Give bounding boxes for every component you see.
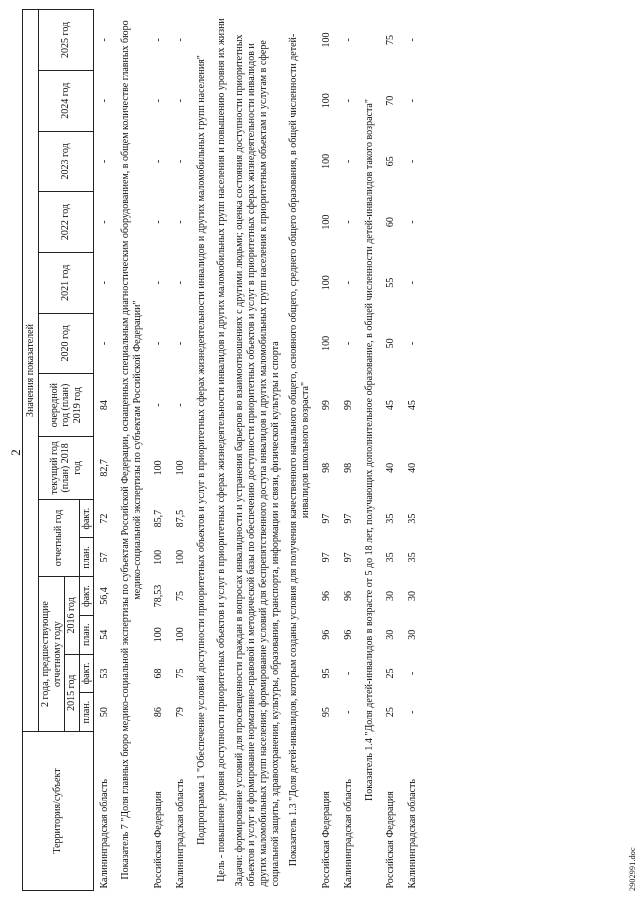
value-cell: -: [407, 671, 419, 676]
caption-row: [116, 10, 148, 891]
value-cell: 75: [385, 34, 397, 45]
year-2024-header: 2024 год: [39, 70, 94, 131]
value-cell: 35: [407, 552, 419, 563]
value-cell: -: [175, 220, 187, 224]
value-cell: 75: [175, 668, 187, 679]
value-cell: 95: [321, 707, 333, 718]
value-cell: 98: [321, 462, 333, 473]
territory-cell: Калининградская область: [343, 779, 355, 889]
prev-years-header: 2 года, предшествующие отчетному году: [39, 577, 65, 732]
value-cell: 35: [407, 513, 419, 524]
value-cell: 56,4: [99, 587, 111, 605]
value-cell: -: [99, 281, 111, 285]
value-cell: -: [175, 159, 187, 164]
value-cell: -: [343, 281, 355, 285]
plan-2016-header: план.: [79, 615, 94, 654]
value-cell: 100: [153, 549, 165, 565]
indicators-table: [22, 9, 424, 891]
territory-cell: Российская Федерация: [321, 791, 333, 889]
value-cell: -: [153, 99, 165, 103]
table-row: [94, 10, 117, 891]
value-cell: -: [175, 403, 187, 407]
value-cell: 65: [385, 156, 397, 167]
value-cell: -: [343, 671, 355, 676]
value-cell: 57: [99, 552, 111, 563]
year-2016-header: 2016 год: [65, 577, 80, 654]
year-2021-header: 2021 год: [39, 252, 94, 313]
year-2020-header: 2020 год: [39, 313, 94, 374]
value-cell: 54: [99, 629, 111, 640]
caption-row: [284, 10, 316, 891]
fact-2015-header: факт.: [79, 654, 94, 693]
value-cell: 84: [99, 400, 111, 411]
indicator-caption: Показатель 1.4 "Доля детей-инвалидов в возрасте от 5 до 18 лет, получающих дополнительное образование, в общей численности детей-инвалидов такого возраста": [364, 99, 375, 801]
value-cell: 25: [385, 707, 397, 718]
value-cell: 100: [153, 627, 165, 643]
value-cell: -: [343, 220, 355, 224]
value-cell: -: [175, 99, 187, 103]
value-cell: 30: [407, 629, 419, 640]
value-cell: -: [343, 159, 355, 164]
value-cell: -: [99, 99, 111, 103]
value-cell: 55: [385, 277, 397, 288]
tasks-row: [232, 10, 284, 891]
table-body: [94, 10, 425, 891]
value-cell: 70: [385, 95, 397, 106]
value-cell: -: [407, 159, 419, 164]
value-cell: 100: [321, 214, 333, 230]
value-cell: -: [343, 710, 355, 714]
plan-2017-header: план.: [79, 538, 94, 577]
value-cell: -: [407, 99, 419, 103]
value-cell: 35: [385, 513, 397, 524]
value-cell: 100: [321, 275, 333, 291]
value-cell: -: [407, 710, 419, 714]
value-cell: -: [175, 281, 187, 285]
value-cell: 98: [343, 462, 355, 473]
footer-filename: 2902991.doc: [628, 847, 637, 891]
value-cell: 99: [343, 400, 355, 411]
value-cell: 100: [153, 460, 165, 476]
value-cell: 50: [99, 707, 111, 718]
value-cell: 25: [385, 668, 397, 679]
territory-cell: Калининградская область: [175, 779, 187, 889]
value-cell: 85,7: [153, 509, 165, 528]
value-cell: -: [99, 159, 111, 164]
value-cell: 72: [99, 513, 111, 524]
plan-2015-header: план.: [79, 693, 94, 732]
value-cell: 45: [385, 400, 397, 411]
table-row: [338, 10, 360, 891]
value-cell: -: [407, 38, 419, 42]
value-cell: 97: [343, 552, 355, 563]
value-cell: -: [407, 220, 419, 224]
indicator-caption: Цель - повышение уровня доступности приоритетных объектов и услуг в приоритетных сферах жизнедеятельности инвалидов и других маломобильных групп населения и повышению уровня их жизни: [216, 18, 227, 882]
value-cell: 35: [385, 552, 397, 563]
value-cell: 30: [385, 629, 397, 640]
value-cell: -: [343, 341, 355, 346]
table-row: [170, 10, 192, 891]
value-cell: 96: [321, 629, 333, 640]
territory-cell: Российская Федерация: [153, 791, 165, 889]
value-cell: 87,5: [175, 509, 187, 528]
value-cell: -: [407, 281, 419, 285]
value-cell: -: [343, 38, 355, 42]
caption-row: [212, 10, 232, 891]
value-cell: -: [153, 38, 165, 42]
value-cell: 100: [175, 627, 187, 643]
value-cell: 78,53: [153, 584, 165, 608]
value-cell: 30: [407, 591, 419, 602]
fact-2017-header: факт.: [79, 499, 94, 538]
value-cell: 95: [321, 668, 333, 679]
value-cell: 97: [321, 552, 333, 563]
value-cell: 79: [175, 707, 187, 718]
territory-header: Территория/субъект: [23, 731, 94, 890]
indicator-caption: Показатель 7 "Доля главных бюро медико-социальной экспертизы по субъектам Российской Федерации, оснащенных специальным диагностическим оборудованием, в общем количестве главных бюро медико-социальной экспертизы по субъектам Российской Федерации": [120, 20, 143, 880]
value-cell: 97: [321, 513, 333, 524]
value-cell: 100: [175, 549, 187, 565]
value-cell: 97: [343, 513, 355, 524]
report-year-header: отчетный год: [39, 499, 80, 576]
value-cell: 99: [321, 400, 333, 411]
value-cell: -: [175, 341, 187, 346]
value-cell: -: [175, 38, 187, 42]
caption-row: [360, 10, 380, 891]
value-cell: -: [153, 281, 165, 285]
territory-cell: Калининградская область: [407, 779, 419, 889]
value-cell: 50: [385, 338, 397, 349]
current-year-header: текущий год (план) 2018 год: [39, 437, 94, 500]
value-cell: -: [99, 341, 111, 346]
table-row: [380, 10, 402, 891]
value-cell: -: [153, 403, 165, 407]
indicator-caption: Показатель 1.3 "Доля детей-инвалидов, которым созданы условия для получения качественного начального общего, основного общего, среднего общего образования, в общей численности детей-инвалидов школьного возраста": [288, 33, 311, 867]
value-cell: 40: [407, 462, 419, 473]
value-cell: 40: [385, 462, 397, 473]
value-cell: 30: [385, 591, 397, 602]
values-group-header: Значения показателей: [23, 10, 39, 732]
next-year-header: очередной год (план) 2019 год: [39, 374, 94, 437]
territory-cell: Калининградская область: [99, 779, 111, 889]
value-cell: 86: [153, 707, 165, 718]
value-cell: -: [407, 341, 419, 346]
year-2022-header: 2022 год: [39, 192, 94, 253]
value-cell: 96: [321, 591, 333, 602]
value-cell: -: [99, 220, 111, 224]
fact-2016-header: факт.: [79, 577, 94, 616]
value-cell: 96: [343, 591, 355, 602]
value-cell: 100: [321, 93, 333, 109]
value-cell: 53: [99, 668, 111, 679]
value-cell: 100: [321, 32, 333, 48]
value-cell: 75: [175, 591, 187, 602]
value-cell: 100: [175, 460, 187, 476]
page-number: 2: [8, 449, 23, 456]
year-2023-header: 2023 год: [39, 131, 94, 192]
value-cell: -: [99, 38, 111, 42]
value-cell: 100: [321, 153, 333, 169]
value-cell: 45: [407, 400, 419, 411]
year-2015-header: 2015 год: [65, 654, 80, 731]
caption-row: [192, 10, 212, 891]
value-cell: -: [153, 341, 165, 346]
table-row: [402, 10, 424, 891]
value-cell: 60: [385, 217, 397, 228]
value-cell: -: [153, 220, 165, 224]
indicator-caption: Подпрограмма 1 "Обеспечение условий доступности приоритетных объектов и услуг в приоритетных сферах жизнедеятельности инвалидов и других маломобильных групп населения": [196, 55, 207, 845]
table-row: [148, 10, 170, 891]
value-cell: -: [343, 99, 355, 103]
value-cell: 82,7: [99, 459, 111, 477]
value-cell: 96: [343, 629, 355, 640]
territory-cell: Российская Федерация: [385, 791, 397, 889]
tasks-text: Задачи: формирование условий для просвещенности граждан в вопросах инвалидности и устранения барьеров во взаимоотношениях с другими людьми; оценка состояния доступности приоритетных объектов и услуг и формирование нормативно-правовой и методической базы по обеспечению доступности приоритетных объектов и услуг в приоритетных сферах жизнедеятельности инвалидов и других маломобильных групп населения; формирование условий для беспрепятственного доступа инвалидов и других маломобильных групп населения к приоритетным объектам и услугам в сфере социальной защиты, здравоохранения, культуры, образования, транспорта, информации и связи, физической культуры и спорта: [234, 34, 281, 887]
value-cell: 68: [153, 668, 165, 679]
value-cell: -: [153, 159, 165, 164]
table-row: [316, 10, 338, 891]
year-2025-header: 2025 год: [39, 10, 94, 71]
value-cell: 100: [321, 335, 333, 351]
